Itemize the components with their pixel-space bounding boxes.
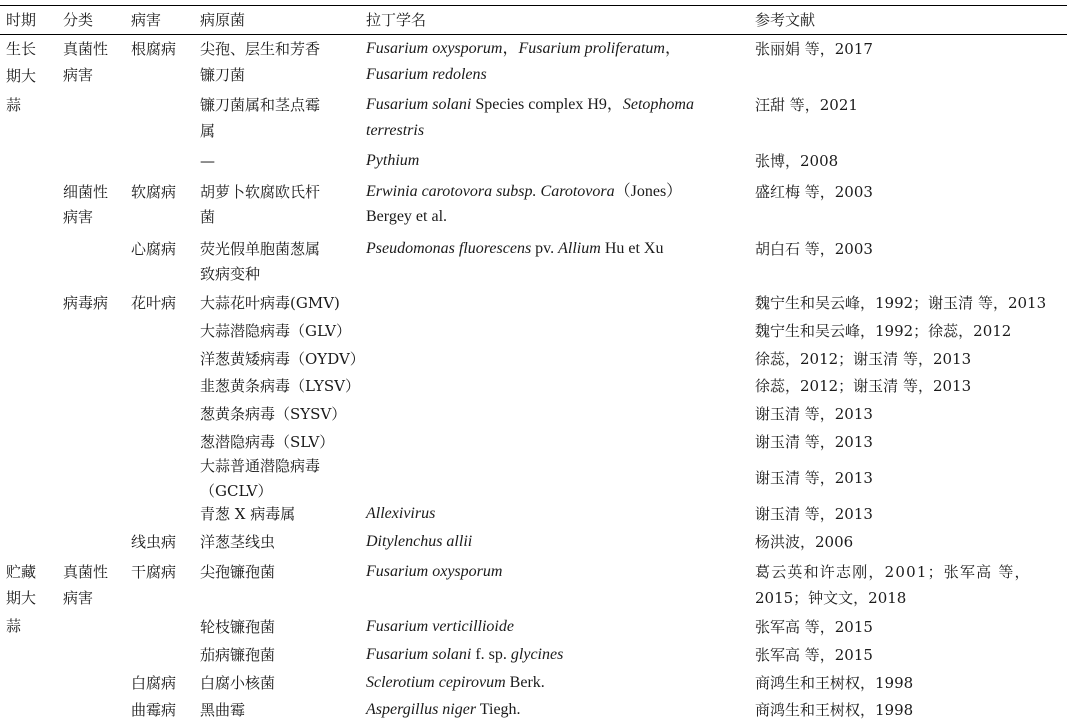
latin-plain: Species complex H9， <box>471 96 623 113</box>
latin-cell <box>366 559 502 585</box>
pathogen-cell: 大蒜普通潜隐病毒 <box>200 457 321 475</box>
pathogen-cell: 韭葱黄条病毒（LYSV） <box>200 377 361 395</box>
pathogen-cell: 洋葱茎线虫 <box>200 533 276 551</box>
reference-cell: 葛云英和许志刚，2001；张军高 等， <box>755 563 1031 581</box>
latin-italic: Aspergillus niger <box>366 701 477 718</box>
pathogen-cell: 大蒜花叶病毒(GMV) <box>200 294 340 312</box>
latin-cell <box>366 614 514 640</box>
period-growth-line3: 蒜 <box>6 96 22 114</box>
reference-cell: 2015；钟文文，2018 <box>755 589 907 607</box>
latin-italic: Pythium <box>366 152 420 169</box>
latin-plain: （Jones） <box>614 183 683 200</box>
pathogen-cell: （GCLV） <box>200 482 273 500</box>
latin-cell <box>366 236 663 262</box>
latin-italic: Allium <box>558 240 601 257</box>
period-storage-line3: 蒜 <box>6 617 22 635</box>
header-category: 分类 <box>63 11 94 29</box>
latin-italic: Erwinia carotovora subsp. Carotovora <box>366 183 615 200</box>
latin-italic: terrestris <box>366 122 425 139</box>
latin-plain: Hu et Xu <box>600 240 664 257</box>
disease-mosaic: 花叶病 <box>131 294 177 312</box>
category-fungal-line1: 真菌性 <box>63 40 109 58</box>
pathogen-cell: 镰刀菌属和茎点霉 <box>200 96 321 114</box>
period-growth-line1: 生长 <box>6 40 37 58</box>
reference-cell: 谢玉清 等，2013 <box>755 405 873 423</box>
latin-plain: f. sp. <box>471 646 511 663</box>
pathogen-cell: 属 <box>200 122 216 140</box>
reference-cell: 徐蕊，2012；谢玉清 等，2013 <box>755 377 972 395</box>
reference-cell: 杨洪波，2006 <box>755 533 854 551</box>
disease-nematode: 线虫病 <box>131 533 177 551</box>
pathogen-cell: 尖孢镰孢菌 <box>200 563 276 581</box>
latin-italic: Fusarium solani <box>366 646 472 663</box>
reference-cell: 谢玉清 等，2013 <box>755 469 873 487</box>
disease-heart-rot: 心腐病 <box>131 240 177 258</box>
disease-black-mold: 曲霉病 <box>131 701 177 719</box>
pathogen-cell: 大蒜潜隐病毒（GLV） <box>200 322 351 340</box>
pathogen-cell: 轮枝镰孢菌 <box>200 618 276 636</box>
category-viral: 病毒病 <box>63 294 109 312</box>
latin-italic: Fusarium oxysporum <box>366 563 503 580</box>
latin-cell <box>366 179 682 205</box>
pathogen-cell: 葱黄条病毒（SYSV） <box>200 405 347 423</box>
reference-cell: 谢玉清 等，2013 <box>755 433 873 451</box>
period-storage-line1: 贮藏 <box>6 563 37 581</box>
pathogen-cell: 菌 <box>200 208 216 226</box>
latin-italic: Fusarium proliferatum <box>518 40 665 57</box>
latin-cell <box>366 501 435 527</box>
latin-cell <box>366 204 447 230</box>
header-refs: 参考文献 <box>755 11 816 29</box>
disease-white-rot: 白腐病 <box>131 674 177 692</box>
disease-dry-rot: 干腐病 <box>131 563 177 581</box>
category-fungal-line2: 病害 <box>63 66 94 84</box>
reference-cell: 张丽娟 等，2017 <box>755 40 873 58</box>
header-latin: 拉丁学名 <box>366 11 427 29</box>
period-storage-line2: 期大 <box>6 589 37 607</box>
category-fungal2-line1: 真菌性 <box>63 563 109 581</box>
header-disease: 病害 <box>131 11 162 29</box>
reference-cell: 魏宁生和吴云峰，1992；徐蕊，2012 <box>755 322 1012 340</box>
pathogen-cell: 白腐小核菌 <box>200 674 276 692</box>
category-fungal2-line2: 病害 <box>63 589 94 607</box>
disease-soft-rot: 软腐病 <box>131 183 177 201</box>
reference-cell: 商鸿生和王树权，1998 <box>755 701 914 719</box>
latin-cell <box>366 642 563 668</box>
category-bacterial-line2: 病害 <box>63 208 94 226</box>
pathogen-cell: 致病变种 <box>200 265 261 283</box>
reference-cell: 张军高 等，2015 <box>755 618 873 636</box>
top-rule <box>0 5 1067 6</box>
latin-cell <box>366 36 681 62</box>
latin-italic: Allexivirus <box>366 505 436 522</box>
pathogen-cell: 荧光假单胞菌葱属 <box>200 240 321 258</box>
latin-cell <box>366 697 521 723</box>
reference-cell: 盛红梅 等，2003 <box>755 183 873 201</box>
pathogen-cell: — <box>200 152 215 170</box>
latin-italic: Setophoma <box>622 96 694 113</box>
latin-plain: pv. <box>531 240 559 257</box>
latin-plain: Berk. <box>505 674 545 691</box>
latin-italic: glycines <box>510 646 564 663</box>
pathogen-cell: 胡萝卜软腐欧氏杆 <box>200 183 321 201</box>
latin-cell <box>366 62 487 88</box>
reference-cell: 商鸿生和王树权，1998 <box>755 674 914 692</box>
latin-plain: Bergey et al. <box>366 208 448 225</box>
reference-cell: 胡白石 等，2003 <box>755 240 873 258</box>
reference-cell: 谢玉清 等，2013 <box>755 505 873 523</box>
header-period: 时期 <box>6 11 37 29</box>
latin-italic: Fusarium solani <box>366 96 472 113</box>
reference-cell: 徐蕊，2012；谢玉清 等，2013 <box>755 350 972 368</box>
header-pathogen: 病原菌 <box>200 11 246 29</box>
reference-cell: 魏宁生和吴云峰，1992；谢玉清 等，2013 <box>755 294 1047 312</box>
pathogen-cell: 尖孢、层生和芳香 <box>200 40 321 58</box>
latin-cell <box>366 118 424 144</box>
latin-italic: Fusarium verticillioide <box>366 618 514 635</box>
latin-cell <box>366 529 472 555</box>
latin-plain: ， <box>664 40 681 57</box>
latin-italic: Pseudomonas fluorescens <box>366 240 532 257</box>
period-growth-line2: 期大 <box>6 67 37 85</box>
latin-cell <box>366 92 694 118</box>
header-rule <box>0 34 1067 35</box>
latin-italic: Fusarium oxysporum <box>366 40 503 57</box>
latin-italic: Fusarium redolens <box>366 66 487 83</box>
latin-italic: Sclerotium cepirovum <box>366 674 506 691</box>
disease-root-rot: 根腐病 <box>131 40 177 58</box>
pathogen-cell: 青葱 X 病毒属 <box>200 505 296 523</box>
latin-plain: Tiegh. <box>476 701 521 718</box>
pathogen-cell: 洋葱黄矮病毒（OYDV） <box>200 350 365 368</box>
category-bacterial-line1: 细菌性 <box>63 183 109 201</box>
latin-cell <box>366 148 419 174</box>
pathogen-cell: 茄病镰孢菌 <box>200 646 276 664</box>
pathogen-cell: 葱潜隐病毒（SLV） <box>200 433 335 451</box>
reference-cell: 汪甜 等，2021 <box>755 96 858 114</box>
latin-plain: ， <box>502 40 519 57</box>
latin-cell <box>366 670 545 696</box>
reference-cell: 张博，2008 <box>755 152 839 170</box>
pathogen-cell: 镰刀菌 <box>200 66 246 84</box>
pathogen-cell: 黑曲霉 <box>200 701 246 719</box>
reference-cell: 张军高 等，2015 <box>755 646 873 664</box>
latin-italic: Ditylenchus allii <box>366 533 473 550</box>
